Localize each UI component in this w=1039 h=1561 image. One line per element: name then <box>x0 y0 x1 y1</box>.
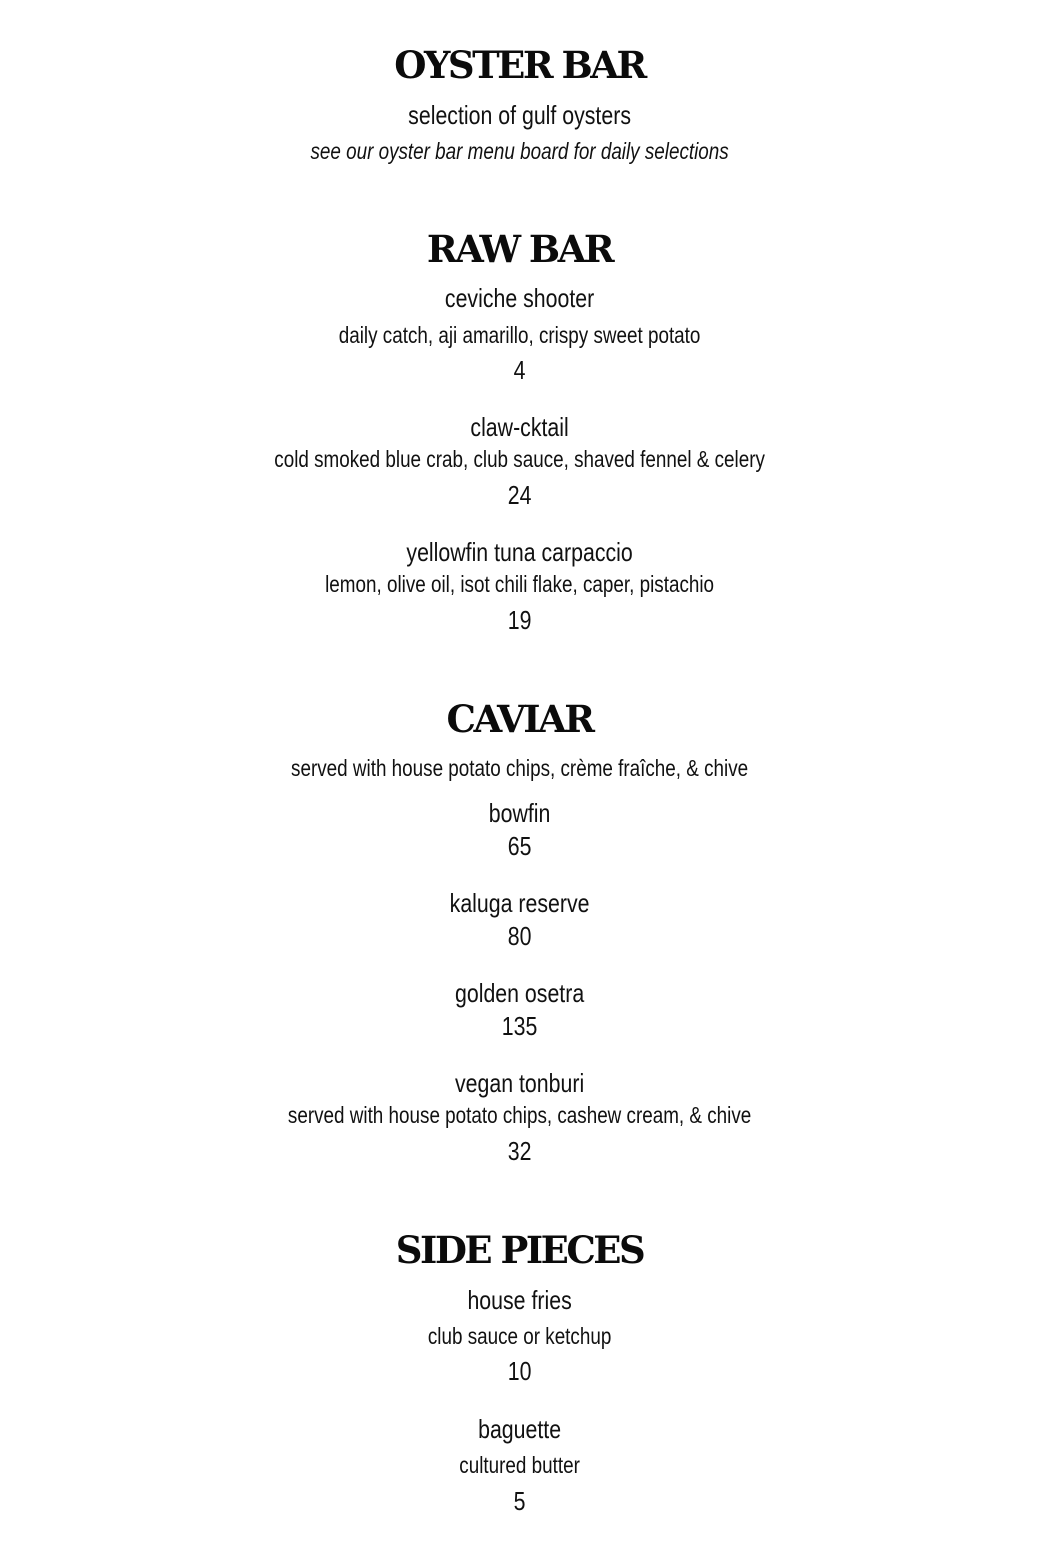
item-price: 65 <box>507 831 532 861</box>
item-name: vegan tonburi <box>454 1068 585 1098</box>
item-name: kaluga reserve <box>449 888 590 918</box>
caviar-note: served with house potato chips, crème fraîche, & chive <box>291 755 749 781</box>
item-description: club sauce or ketchup <box>427 1323 612 1349</box>
oyster-bar-title: OYSTER BAR <box>394 43 645 87</box>
caviar-title: CAVIAR <box>446 697 593 741</box>
item-name: golden osetra <box>454 978 585 1008</box>
item-name: baguette <box>478 1414 562 1444</box>
item-name: yellowfin tuna carpaccio <box>406 537 633 567</box>
oyster-bar-note: see our oyster bar menu board for daily selections <box>310 138 729 164</box>
item-price: 19 <box>507 605 532 635</box>
item-name: claw-cktail <box>470 412 569 442</box>
item-price: 135 <box>501 1011 538 1041</box>
item-name: bowfin <box>488 798 551 828</box>
item-description: lemon, olive oil, isot chili flake, caper, pistachio <box>325 571 715 597</box>
item-price: 10 <box>507 1356 532 1386</box>
item-price: 80 <box>507 921 532 951</box>
item-price: 5 <box>513 1486 526 1516</box>
item-description: daily catch, aji amarillo, crispy sweet potato <box>338 322 701 348</box>
item-description: served with house potato chips, cashew cream, & chive <box>287 1102 752 1128</box>
item-price: 24 <box>507 480 532 510</box>
oyster-bar-subtitle: selection of gulf oysters <box>408 100 631 130</box>
item-price: 4 <box>513 355 526 385</box>
side-pieces-title: SIDE PIECES <box>395 1228 644 1272</box>
item-description: cultured butter <box>459 1452 580 1478</box>
item-name: house fries <box>467 1285 572 1315</box>
item-name: ceviche shooter <box>444 283 595 313</box>
item-description: cold smoked blue crab, club sauce, shaved fennel & celery <box>274 446 765 472</box>
raw-bar-title: RAW BAR <box>426 227 613 271</box>
item-price: 32 <box>507 1136 532 1166</box>
